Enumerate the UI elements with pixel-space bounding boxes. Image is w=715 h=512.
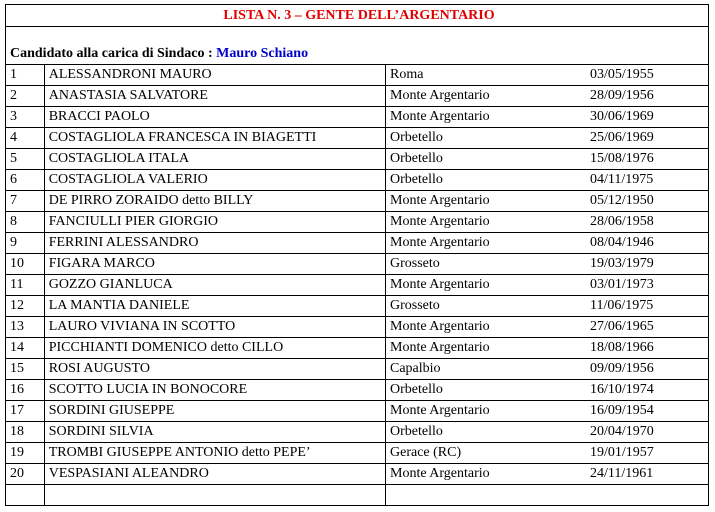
table-row bbox=[6, 464, 709, 485]
birth-info-cell bbox=[386, 212, 709, 233]
row-number: 1 bbox=[6, 65, 45, 86]
table-row bbox=[6, 65, 709, 86]
birth-date: 11/06/1975 bbox=[590, 298, 654, 313]
birth-info-cell bbox=[386, 86, 709, 107]
birth-date: 28/06/1958 bbox=[590, 214, 654, 229]
birth-place: Orbetello bbox=[390, 151, 443, 166]
candidate-full-name: COSTAGLIOLA FRANCESCA IN BIAGETTI bbox=[44, 128, 385, 149]
row-number: 12 bbox=[6, 296, 45, 317]
table-row bbox=[6, 107, 709, 128]
birth-info-cell bbox=[386, 296, 709, 317]
empty-cell bbox=[6, 485, 45, 506]
row-number: 3 bbox=[6, 107, 45, 128]
row-number: 15 bbox=[6, 359, 45, 380]
birth-info-cell bbox=[386, 380, 709, 401]
table-row bbox=[6, 212, 709, 233]
row-number: 6 bbox=[6, 170, 45, 191]
birth-place: Orbetello bbox=[390, 424, 443, 439]
birth-place: Monte Argentario bbox=[390, 88, 490, 103]
candidate-full-name: TROMBI GIUSEPPE ANTONIO detto PEPE’ bbox=[44, 443, 385, 464]
birth-date: 03/01/1973 bbox=[590, 277, 654, 292]
candidate-label: Candidato alla carica di Sindaco : bbox=[10, 46, 213, 61]
row-number: 18 bbox=[6, 422, 45, 443]
birth-place: Monte Argentario bbox=[390, 403, 490, 418]
table-row bbox=[6, 380, 709, 401]
row-number: 13 bbox=[6, 317, 45, 338]
table-row bbox=[6, 359, 709, 380]
birth-place: Monte Argentario bbox=[390, 193, 490, 208]
birth-info-cell bbox=[386, 107, 709, 128]
birth-place: Gerace (RC) bbox=[390, 445, 462, 460]
candidate-list-table bbox=[5, 4, 709, 506]
birth-place: Grosseto bbox=[390, 298, 440, 313]
birth-date: 09/09/1956 bbox=[590, 361, 654, 376]
candidate-full-name: VESPASIANI ALEANDRO bbox=[44, 464, 385, 485]
table-row bbox=[6, 317, 709, 338]
birth-info-cell bbox=[386, 170, 709, 191]
birth-info-cell bbox=[386, 401, 709, 422]
candidate-full-name: LA MANTIA DANIELE bbox=[44, 296, 385, 317]
empty-cell bbox=[44, 485, 385, 506]
birth-info-cell bbox=[386, 422, 709, 443]
row-number: 17 bbox=[6, 401, 45, 422]
birth-date: 27/06/1965 bbox=[590, 319, 654, 334]
birth-info-cell bbox=[386, 149, 709, 170]
birth-place: Monte Argentario bbox=[390, 319, 490, 334]
table-row bbox=[6, 296, 709, 317]
table-row bbox=[6, 86, 709, 107]
birth-place: Orbetello bbox=[390, 130, 443, 145]
candidate-cell bbox=[6, 27, 709, 65]
birth-info-cell bbox=[386, 338, 709, 359]
row-number: 8 bbox=[6, 212, 45, 233]
candidate-row bbox=[6, 27, 709, 65]
birth-date: 19/01/1957 bbox=[590, 445, 654, 460]
birth-date: 08/04/1946 bbox=[590, 235, 654, 250]
birth-info-cell bbox=[386, 128, 709, 149]
birth-date: 03/05/1955 bbox=[590, 67, 654, 82]
birth-place: Monte Argentario bbox=[390, 277, 490, 292]
row-number: 2 bbox=[6, 86, 45, 107]
birth-date: 15/08/1976 bbox=[590, 151, 654, 166]
table-row bbox=[6, 254, 709, 275]
birth-place: Monte Argentario bbox=[390, 109, 490, 124]
row-number: 16 bbox=[6, 380, 45, 401]
table-row bbox=[6, 275, 709, 296]
table-row bbox=[6, 149, 709, 170]
birth-date: 16/09/1954 bbox=[590, 403, 654, 418]
birth-place: Monte Argentario bbox=[390, 214, 490, 229]
table-row bbox=[6, 422, 709, 443]
birth-info-cell bbox=[386, 233, 709, 254]
birth-place: Orbetello bbox=[390, 382, 443, 397]
candidate-full-name: FANCIULLI PIER GIORGIO bbox=[44, 212, 385, 233]
birth-info-cell bbox=[386, 464, 709, 485]
birth-date: 28/09/1956 bbox=[590, 88, 654, 103]
birth-date: 19/03/1979 bbox=[590, 256, 654, 271]
table-row bbox=[6, 128, 709, 149]
candidate-full-name: ALESSANDRONI MAURO bbox=[44, 65, 385, 86]
table-row bbox=[6, 233, 709, 254]
table-row bbox=[6, 401, 709, 422]
birth-date: 24/11/1961 bbox=[590, 466, 654, 481]
candidate-full-name: PICCHIANTI DOMENICO detto CILLO bbox=[44, 338, 385, 359]
candidate-full-name: DE PIRRO ZORAIDO detto BILLY bbox=[44, 191, 385, 212]
birth-info-cell bbox=[386, 275, 709, 296]
birth-date: 30/06/1969 bbox=[590, 109, 654, 124]
birth-place: Roma bbox=[390, 67, 424, 82]
birth-date: 25/06/1969 bbox=[590, 130, 654, 145]
birth-date: 16/10/1974 bbox=[590, 382, 654, 397]
birth-info-cell bbox=[386, 65, 709, 86]
row-number: 19 bbox=[6, 443, 45, 464]
candidate-full-name: SORDINI GIUSEPPE bbox=[44, 401, 385, 422]
candidate-name: Mauro Schiano bbox=[216, 46, 309, 61]
row-number: 11 bbox=[6, 275, 45, 296]
birth-date: 04/11/1975 bbox=[590, 172, 654, 187]
birth-date: 05/12/1950 bbox=[590, 193, 654, 208]
birth-place: Monte Argentario bbox=[390, 235, 490, 250]
birth-date: 18/08/1966 bbox=[590, 340, 654, 355]
table-row bbox=[6, 191, 709, 212]
row-number: 9 bbox=[6, 233, 45, 254]
candidate-full-name: ANASTASIA SALVATORE bbox=[44, 86, 385, 107]
row-number: 5 bbox=[6, 149, 45, 170]
candidate-full-name: COSTAGLIOLA VALERIO bbox=[44, 170, 385, 191]
table-row bbox=[6, 338, 709, 359]
candidate-full-name: ROSI AUGUSTO bbox=[44, 359, 385, 380]
candidate-full-name: SORDINI SILVIA bbox=[44, 422, 385, 443]
birth-info-cell bbox=[386, 359, 709, 380]
birth-place: Monte Argentario bbox=[390, 340, 490, 355]
birth-info-cell bbox=[386, 254, 709, 275]
candidate-full-name: GOZZO GIANLUCA bbox=[44, 275, 385, 296]
birth-place: Capalbio bbox=[390, 361, 441, 376]
birth-place: Orbetello bbox=[390, 172, 443, 187]
empty-cell bbox=[386, 485, 709, 506]
candidate-full-name: FERRINI ALESSANDRO bbox=[44, 233, 385, 254]
birth-info-cell bbox=[386, 317, 709, 338]
candidate-full-name: COSTAGLIOLA ITALA bbox=[44, 149, 385, 170]
row-number: 14 bbox=[6, 338, 45, 359]
list-title: LISTA N. 3 – GENTE DELL’ARGENTARIO bbox=[6, 5, 709, 27]
row-number: 10 bbox=[6, 254, 45, 275]
table-row bbox=[6, 443, 709, 464]
birth-info-cell bbox=[386, 191, 709, 212]
candidate-full-name: LAURO VIVIANA IN SCOTTO bbox=[44, 317, 385, 338]
table-row bbox=[6, 170, 709, 191]
birth-date: 20/04/1970 bbox=[590, 424, 654, 439]
candidate-full-name: BRACCI PAOLO bbox=[44, 107, 385, 128]
candidate-full-name: SCOTTO LUCIA IN BONOCORE bbox=[44, 380, 385, 401]
birth-info-cell bbox=[386, 443, 709, 464]
empty-row bbox=[6, 485, 709, 506]
row-number: 20 bbox=[6, 464, 45, 485]
birth-place: Grosseto bbox=[390, 256, 440, 271]
candidate-full-name: FIGARA MARCO bbox=[44, 254, 385, 275]
row-number: 7 bbox=[6, 191, 45, 212]
row-number: 4 bbox=[6, 128, 45, 149]
birth-place: Monte Argentario bbox=[390, 466, 490, 481]
title-row bbox=[6, 5, 709, 27]
